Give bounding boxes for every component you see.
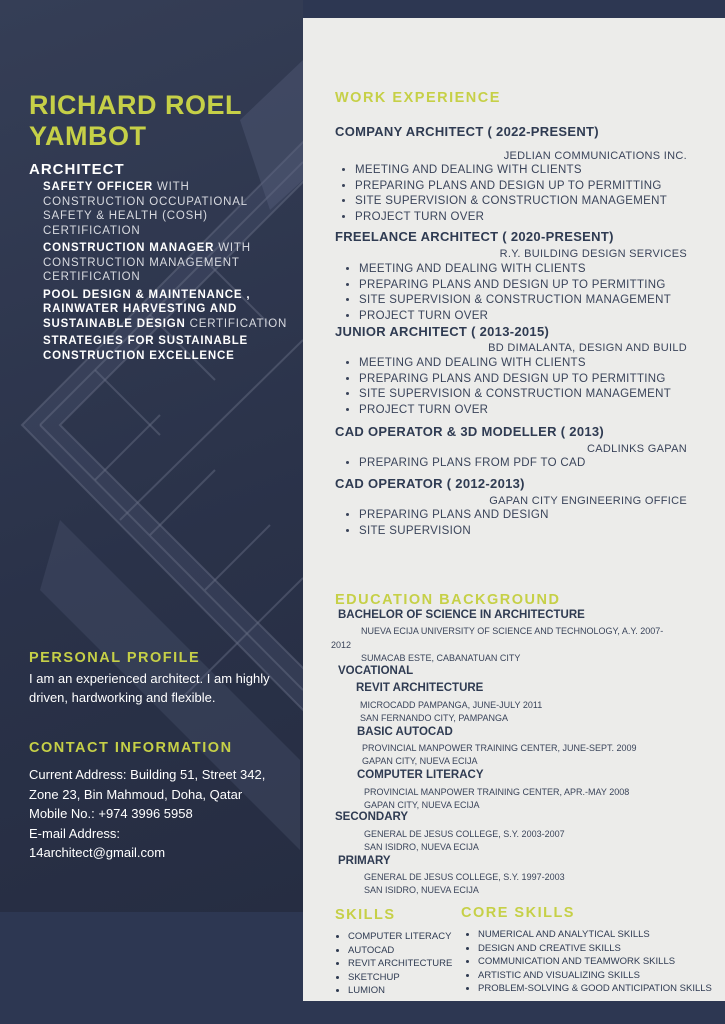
cert-title: SAFETY OFFICER [43, 181, 154, 193]
skill-item: • COMPUTER LITERACY [348, 930, 452, 944]
contact-heading: CONTACT INFORMATION [29, 740, 233, 756]
duty-item: • PREPARING PLANS AND DESIGN UP TO PERMITTING [359, 372, 671, 388]
company-name: GAPAN CITY ENGINEERING OFFICE [489, 495, 687, 507]
core-skill-item: • ARTISTIC AND VISUALIZING SKILLS [478, 969, 725, 983]
duty-item: • PROJECT TURN OVER [355, 210, 667, 226]
duties-list [345, 356, 671, 418]
course-title: REVIT ARCHITECTURE [356, 682, 484, 694]
contact-email[interactable]: 14architect@gmail.com [29, 845, 166, 860]
secondary-line: SAN ISIDRO, NUEVA ECIJA [364, 842, 479, 852]
degree-location: SUMACAB ESTE, CABANATUAN CITY [361, 653, 521, 663]
education-heading: EDUCATION BACKGROUND [335, 592, 561, 608]
core-skill-item: • PROBLEM-SOLVING & GOOD ANTICIPATION SKILLS [478, 982, 725, 996]
cert-detail: WITH CONSTRUCTION OCCUPATIONAL SAFETY & HEALTH (COSH) CERTIFICATION [43, 181, 248, 237]
duty-item: • SITE SUPERVISION & CONSTRUCTION MANAGEMENT [359, 387, 671, 403]
company-name: BD DIMALANTA, DESIGN AND BUILD [488, 342, 687, 354]
duty-item: • SITE SUPERVISION [359, 524, 549, 540]
primary-line: SAN ISIDRO, NUEVA ECIJA [364, 885, 479, 895]
certifications-list [43, 180, 293, 366]
skill-item: • AUTOCAD [348, 944, 452, 958]
top-band [303, 0, 725, 18]
job-title: FREELANCE ARCHITECT ( 2020-PRESENT) [335, 229, 614, 244]
company-name: R.Y. BUILDING DESIGN SERVICES [499, 248, 687, 260]
duty-item: • MEETING AND DEALING WITH CLIENTS [359, 356, 671, 372]
secondary-line: GENERAL DE JESUS COLLEGE, S.Y. 2003-2007 [364, 829, 565, 839]
skills-heading: SKILLS [335, 907, 396, 923]
course-line: PROVINCIAL MANPOWER TRAINING CENTER, JUNE-SEPT. 2009 [362, 743, 637, 753]
duties-list [345, 262, 671, 324]
skills-list [335, 930, 452, 998]
duties-list [345, 508, 549, 539]
course-line: PROVINCIAL MANPOWER TRAINING CENTER, APR.-MAY 2008 [364, 787, 630, 797]
candidate-name [29, 90, 299, 152]
core-skill-item: • NUMERICAL AND ANALYTICAL SKILLS [478, 928, 725, 942]
duty-item: • MEETING AND DEALING WITH CLIENTS [359, 262, 671, 278]
certification-item [43, 180, 293, 238]
duties-list [341, 163, 667, 225]
secondary-heading: SECONDARY [335, 811, 409, 823]
primary-line: GENERAL DE JESUS COLLEGE, S.Y. 1997-2003 [364, 872, 565, 882]
job-title: COMPANY ARCHITECT ( 2022-PRESENT) [335, 124, 599, 139]
duty-item: • PREPARING PLANS AND DESIGN [359, 508, 549, 524]
cert-title: STRATEGIES FOR SUSTAINABLE CONSTRUCTION EXCELLENCE [43, 335, 249, 362]
core-skills-list [465, 928, 725, 996]
contact-address: Current Address: Building 51, Street 342, Zone 23, Bin Mahmoud, Doha, Qatar [29, 767, 266, 802]
contact-details [29, 765, 269, 863]
duties-list [345, 456, 586, 472]
cert-detail: WITH CONSTRUCTION MANAGEMENT CERTIFICATION [43, 242, 251, 283]
bottom-band [0, 912, 303, 1024]
bottom-strip [303, 1001, 725, 1024]
duty-item: • MEETING AND DEALING WITH CLIENTS [355, 163, 667, 179]
degree-title: BACHELOR OF SCIENCE IN ARCHITECTURE [338, 609, 585, 621]
profile-heading: PERSONAL PROFILE [29, 650, 201, 666]
cert-detail: CERTIFICATION [185, 317, 288, 330]
duty-item: • PROJECT TURN OVER [359, 309, 671, 325]
contact-mobile: Mobile No.: +974 3996 5958 [29, 806, 193, 821]
job-title: JUNIOR ARCHITECT ( 2013-2015) [335, 324, 550, 339]
certification-item [43, 334, 293, 363]
duty-item: • PREPARING PLANS FROM PDF TO CAD [359, 456, 586, 472]
name-line-2: YAMBOT [29, 121, 147, 151]
profile-text: I am an experienced architect. I am highly driven, hardworking and flexible. [29, 671, 270, 705]
name-line-1: RICHARD ROEL [29, 90, 242, 120]
certification-item [43, 241, 293, 285]
company-name: JEDLIAN COMMUNICATIONS INC. [503, 150, 687, 162]
job-title: CAD OPERATOR ( 2012-2013) [335, 476, 525, 491]
course-line: GAPAN CITY, NUEVA ECIJA [362, 756, 478, 766]
certification-item [43, 288, 293, 332]
company-name: CADLINKS GAPAN [587, 443, 687, 455]
cert-title: CONSTRUCTION MANAGER [43, 242, 215, 254]
course-line: SAN FERNANDO CITY, PAMPANGA [360, 713, 509, 723]
vocational-heading: VOCATIONAL [338, 665, 414, 677]
core-skill-item: • COMMUNICATION AND TEAMWORK SKILLS [478, 955, 725, 969]
sidebar [0, 0, 303, 912]
job-role: ARCHITECT [29, 161, 125, 178]
duty-item: • SITE SUPERVISION & CONSTRUCTION MANAGEMENT [359, 293, 671, 309]
course-title: BASIC AUTOCAD [357, 726, 453, 738]
duty-item: • PREPARING PLANS AND DESIGN UP TO PERMITTING [359, 278, 671, 294]
core-skill-item: • DESIGN AND CREATIVE SKILLS [478, 942, 725, 956]
course-line: MICROCADD PAMPANGA, JUNE-JULY 2011 [360, 700, 543, 710]
skill-item: • REVIT ARCHITECTURE [348, 957, 452, 971]
cert-title: POOL DESIGN & MAINTENANCE , RAINWATER HARVESTING AND SUSTAINABLE DESIGN [43, 288, 251, 330]
duty-item: • PROJECT TURN OVER [359, 403, 671, 419]
job-title: CAD OPERATOR & 3D MODELLER ( 2013) [335, 424, 605, 439]
degree-school: NUEVA ECIJA UNIVERSITY OF SCIENCE AND TECHNOLOGY, A.Y. 2007-2012 [331, 626, 664, 650]
course-line: GAPAN CITY, NUEVA ECIJA [364, 800, 480, 810]
contact-email-label: E-mail Address: [29, 825, 121, 841]
work-experience-heading: WORK EXPERIENCE [335, 90, 501, 106]
core-skills-heading: CORE SKILLS [461, 905, 575, 921]
skill-item: • LUMION [348, 984, 452, 998]
primary-heading: PRIMARY [338, 855, 391, 867]
course-title: COMPUTER LITERACY [357, 769, 484, 781]
duty-item: • SITE SUPERVISION & CONSTRUCTION MANAGEMENT [355, 194, 667, 210]
skill-item: • SKETCHUP [348, 971, 452, 985]
duty-item: • PREPARING PLANS AND DESIGN UP TO PERMITTING [355, 179, 667, 195]
